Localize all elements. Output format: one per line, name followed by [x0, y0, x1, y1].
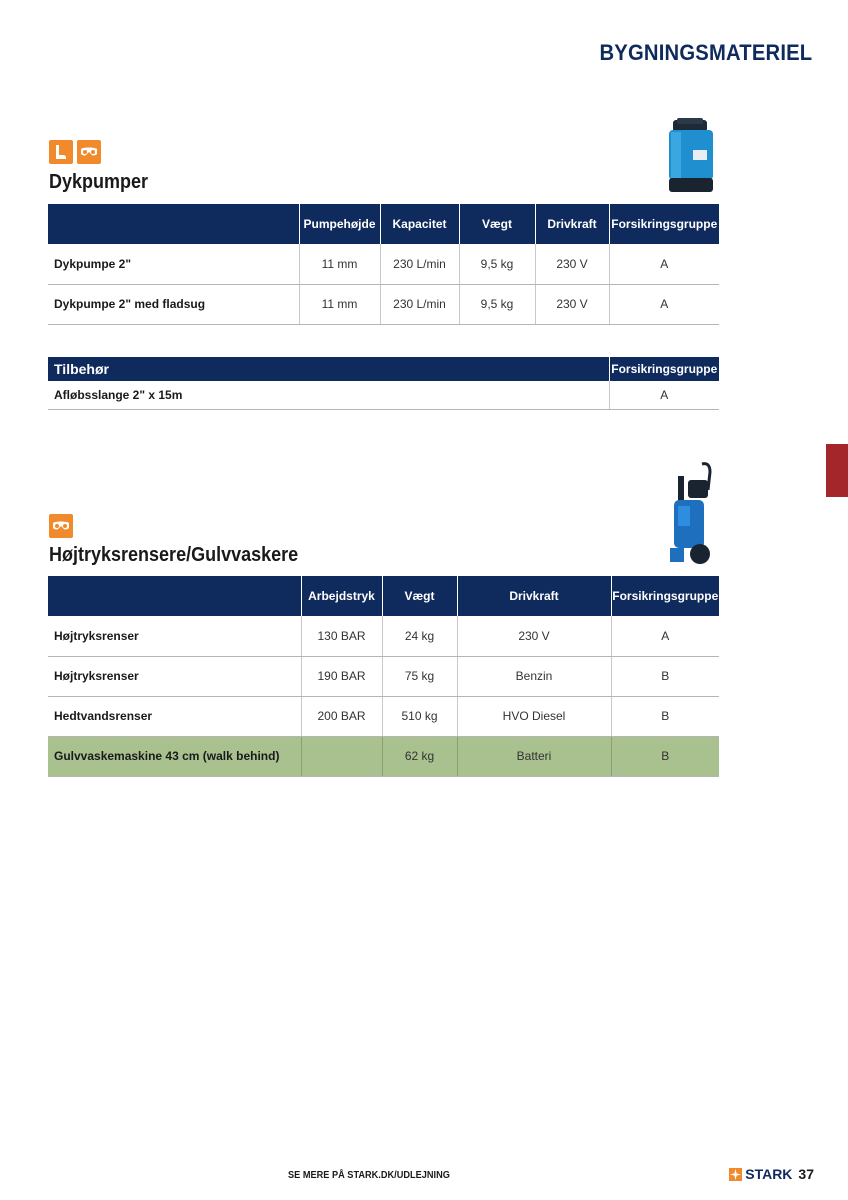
table-cell: 9,5 kg — [459, 244, 535, 284]
table-cell: B — [611, 656, 719, 696]
boots-icon — [49, 140, 73, 164]
product-name-cell: Afløbsslange 2" x 15m — [48, 381, 609, 409]
table-header-row — [48, 576, 719, 616]
table-cell: 75 kg — [382, 656, 457, 696]
product-name-cell: Dykpumpe 2" med fladsug — [48, 284, 299, 324]
table-cell: A — [611, 616, 719, 656]
table-cell: 230 V — [535, 244, 609, 284]
table-cell: 510 kg — [382, 696, 457, 736]
table-cell: 11 mm — [299, 244, 380, 284]
table-cell: HVO Diesel — [457, 696, 611, 736]
column-header — [48, 204, 299, 244]
table-row — [48, 381, 719, 409]
product-name-cell: Dykpumpe 2" — [48, 244, 299, 284]
table-row-highlighted — [48, 736, 719, 776]
product-name-cell: Højtryksrenser — [48, 656, 301, 696]
product-name-cell: Hedtvandsrenser — [48, 696, 301, 736]
table-row — [48, 696, 719, 736]
safety-icons — [49, 514, 73, 538]
table-row — [48, 656, 719, 696]
table-cell: Batteri — [457, 736, 611, 776]
table-cell: 130 BAR — [301, 616, 382, 656]
table-cell: 200 BAR — [301, 696, 382, 736]
column-header: Kapacitet — [380, 204, 459, 244]
table-cell: 9,5 kg — [459, 284, 535, 324]
table-cell: 11 mm — [299, 284, 380, 324]
section-title-dykpumper: Dykpumper — [49, 171, 149, 193]
page-number: 37 — [798, 1166, 814, 1182]
table-cell: 230 L/min — [380, 244, 459, 284]
table-cell: 230 L/min — [380, 284, 459, 324]
section-title-hojtryksrensere: Højtryksrensere/Gulvvaskere — [49, 544, 299, 566]
column-header: Forsikringsgruppe — [609, 204, 719, 244]
table-cell: 230 V — [535, 284, 609, 324]
table-cell: A — [609, 244, 719, 284]
column-header: Drivkraft — [535, 204, 609, 244]
table-cell: 62 kg — [382, 736, 457, 776]
column-header: Vægt — [382, 576, 457, 616]
pressure-washer-image — [662, 460, 718, 568]
column-header: Drivkraft — [457, 576, 611, 616]
table-cell: 230 V — [457, 616, 611, 656]
column-header: Forsikringsgruppe — [611, 576, 719, 616]
footer-link-text[interactable]: SE MERE PÅ STARK.DK/UDLEJNING — [288, 1170, 450, 1181]
table-row — [48, 284, 719, 324]
table-cell: A — [609, 284, 719, 324]
table-row — [48, 616, 719, 656]
stark-logo-icon — [729, 1168, 742, 1181]
table-row — [48, 244, 719, 284]
submersible-pump-image — [663, 118, 719, 196]
table-cell: 190 BAR — [301, 656, 382, 696]
accessories-title: Tilbehør — [48, 357, 609, 381]
table-header-row — [48, 357, 719, 381]
dykpumper-table — [48, 204, 719, 325]
column-header: Arbejdstryk — [301, 576, 382, 616]
goggles-icon — [77, 140, 101, 164]
brand-name: STARK — [745, 1166, 793, 1182]
table-cell: B — [611, 736, 719, 776]
table-cell — [301, 736, 382, 776]
product-name-cell: Gulvvaskemaskine 43 cm (walk behind) — [48, 736, 301, 776]
product-name-cell: Højtryksrenser — [48, 616, 301, 656]
table-cell: Benzin — [457, 656, 611, 696]
column-header: Pumpehøjde — [299, 204, 380, 244]
accessories-table — [48, 357, 719, 410]
safety-icons — [49, 140, 101, 164]
column-header: Vægt — [459, 204, 535, 244]
section-side-tab — [826, 444, 848, 497]
goggles-icon — [49, 514, 73, 538]
page-category-title: BYGNINGSMATERIEL — [599, 40, 812, 65]
hojtryksrensere-table — [48, 576, 719, 777]
table-header-row — [48, 204, 719, 244]
table-cell: B — [611, 696, 719, 736]
column-header — [48, 576, 301, 616]
table-cell: 24 kg — [382, 616, 457, 656]
column-header: Forsikringsgruppe — [609, 357, 719, 381]
brand-footer — [729, 1166, 814, 1182]
table-cell: A — [609, 381, 719, 409]
